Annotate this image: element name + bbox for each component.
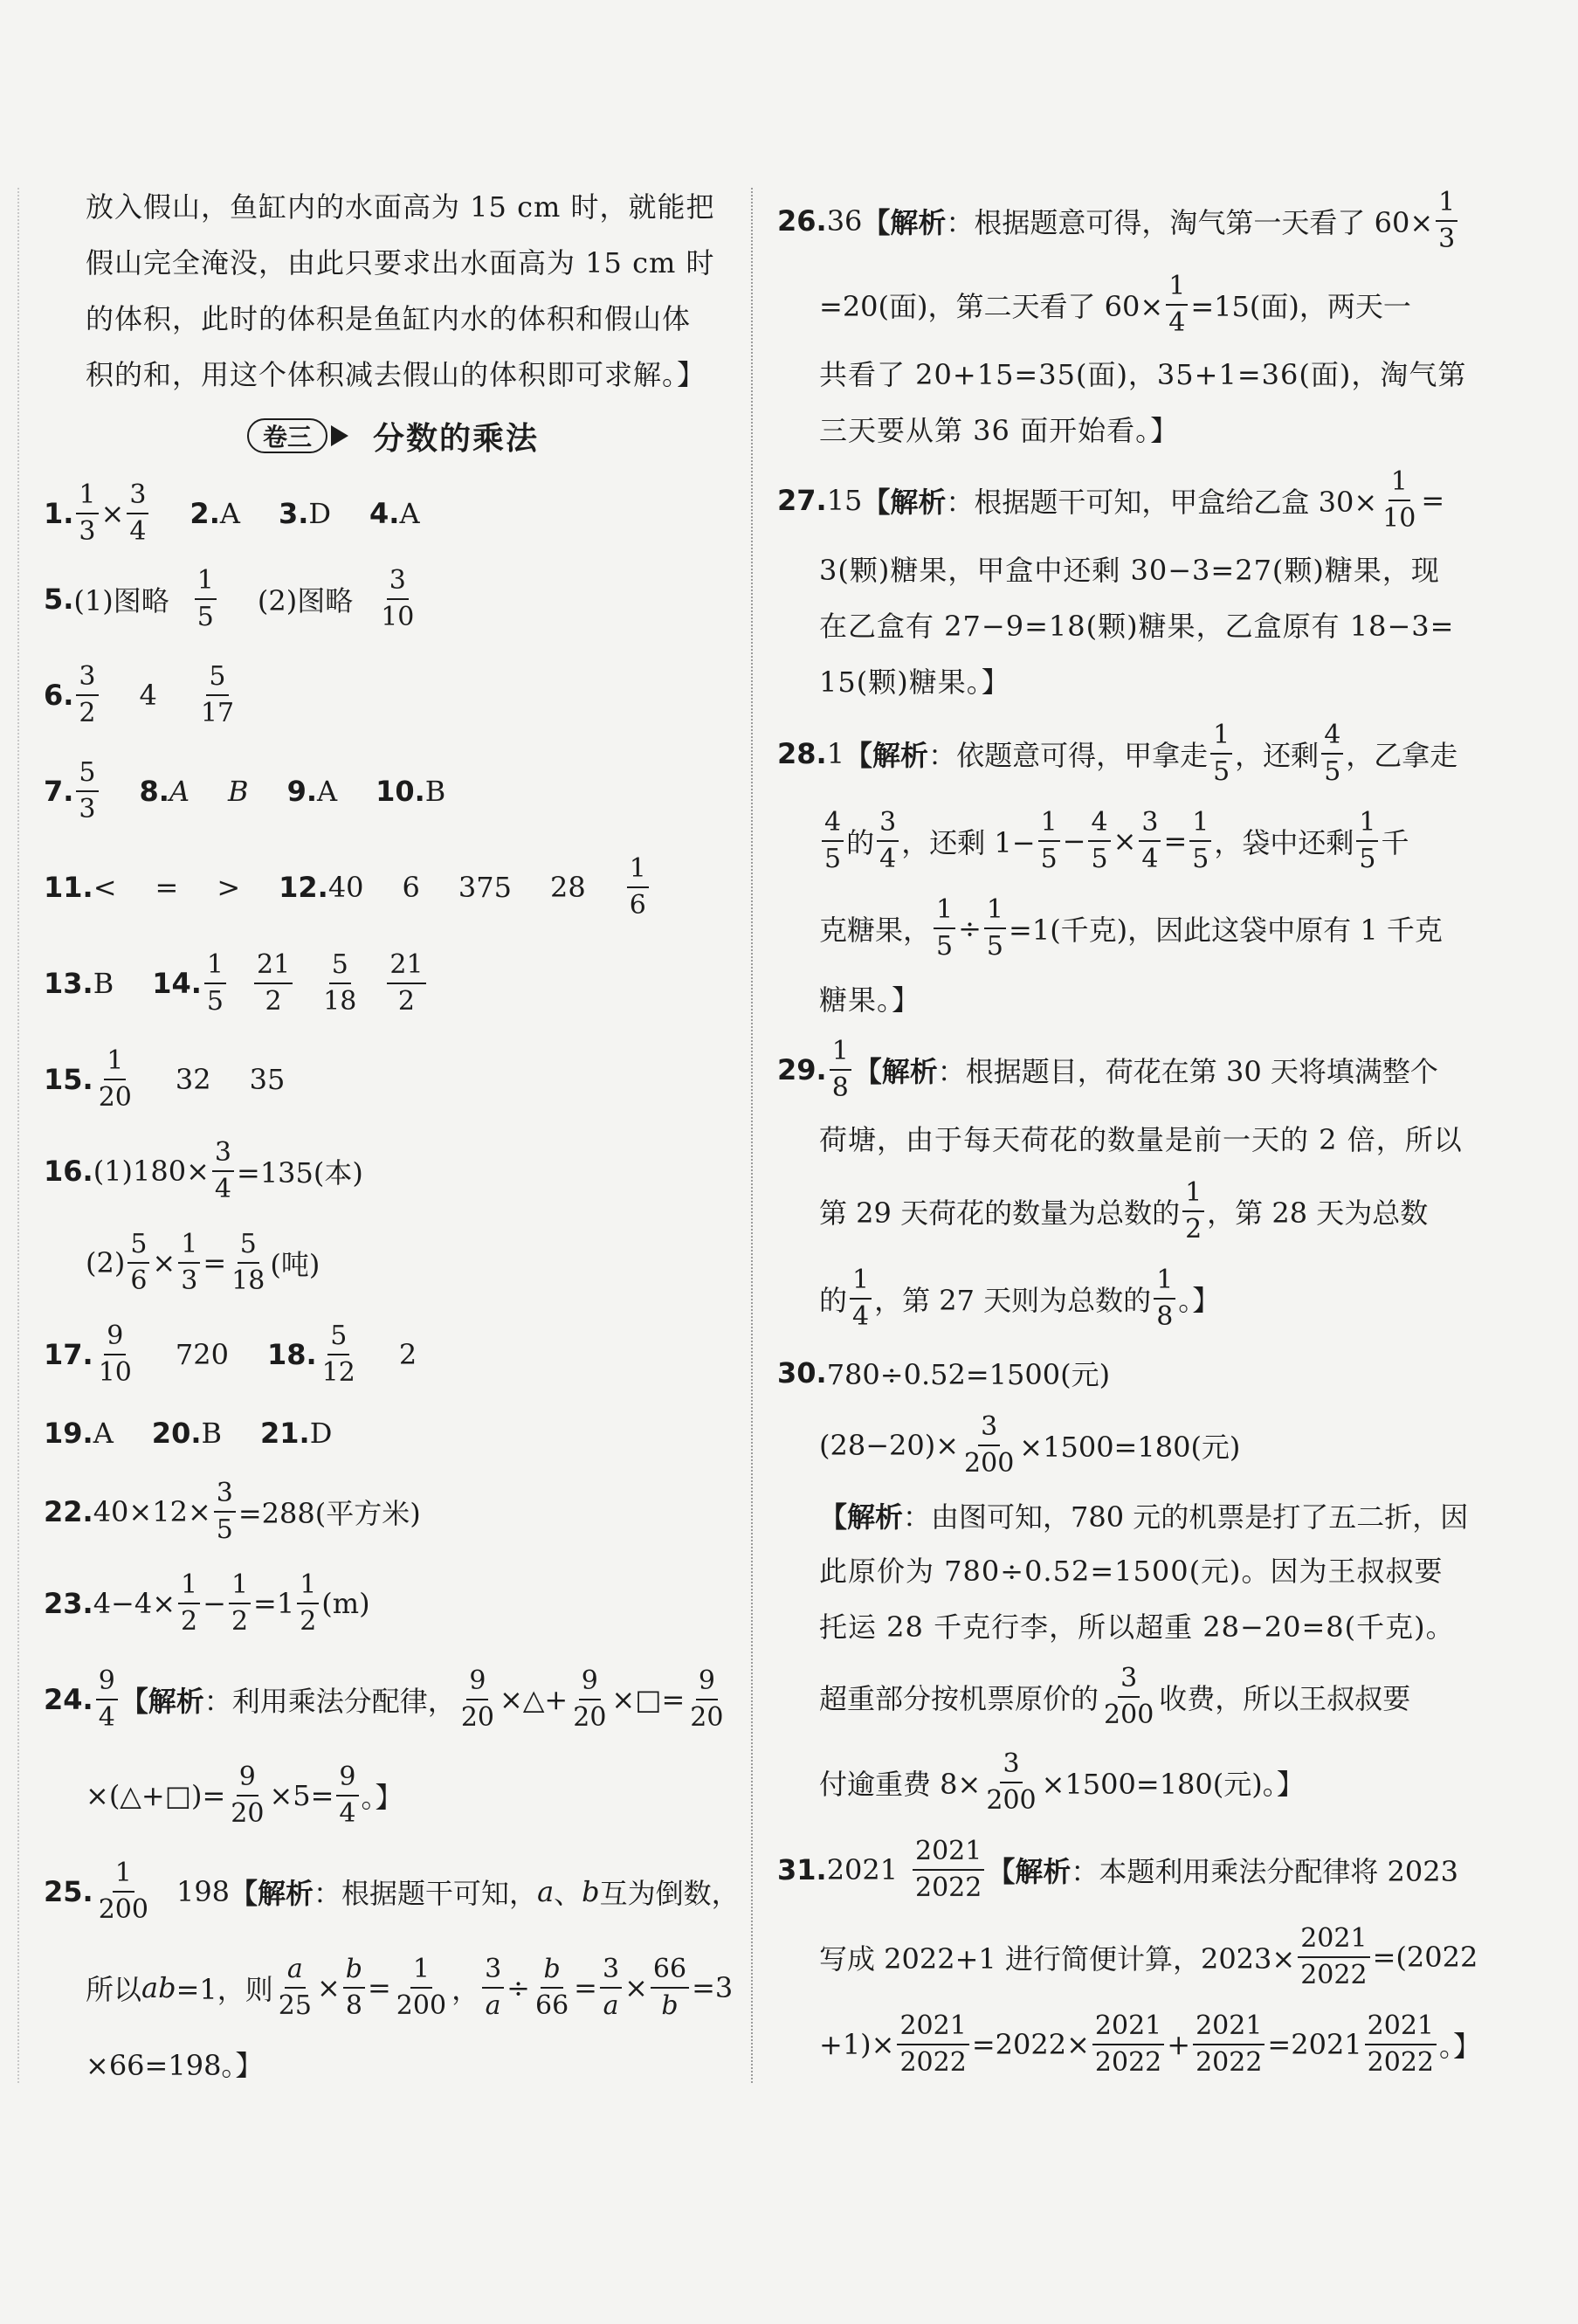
answer-row: 6. $\frac{3}{2}$ 4 $\frac{5}{17}$ (44, 647, 742, 743)
question-number: 22. (44, 1495, 93, 1528)
answer-row: 16. (1)180× $\frac{3}{4}$ =135(本) (44, 1137, 363, 1204)
answer-row: 22. 40×12× $\frac{3}{5}$ =288(平方米) (44, 1478, 421, 1545)
fraction: $\frac{3}{200}$ (964, 1411, 1015, 1479)
question-number: 26. (777, 204, 827, 238)
fraction: $\frac{1}{4}$ (1166, 271, 1188, 339)
fraction: $\frac{66}{b}$ (651, 1954, 689, 2022)
question-number: 31. (777, 1853, 827, 1886)
answer-row: (2) $\frac{5}{6}$ × $\frac{1}{3}$ = $\frac{5}{18}$ (吨) (86, 1229, 320, 1296)
answer-row: 克糖果， $\frac{1}{5}$ ÷ $\frac{1}{5}$ =1(千克)，因此这袋中原有 1 千克 (819, 894, 1443, 962)
question-number: 19. (44, 1417, 93, 1450)
fraction: $\frac{1}{5}$ (1356, 807, 1378, 875)
section-header (44, 408, 742, 464)
fraction: $\frac{2021}{2022}$ (1092, 2010, 1164, 2079)
text-line: 的体积，此时的体积是鱼缸内水的体积和假山体 (86, 302, 692, 335)
fraction: $\frac{2021}{2022}$ (1193, 2010, 1264, 2079)
analysis-label: 【解析 (862, 206, 947, 239)
answer-row: 15. $\frac{1}{20}$ 32 35 (44, 1045, 286, 1113)
analysis-label: 【解析 (844, 739, 929, 772)
fraction: $\frac{9}{10}$ (98, 1321, 132, 1388)
answer-row: 第 29 天荷花的数量为总数的 $\frac{1}{2}$ ，第 28 天为总数 (819, 1177, 1429, 1245)
fraction: $\frac{9}{4}$ (336, 1762, 358, 1830)
answer-row: ×66=198。】 (86, 2049, 264, 2082)
text-line: 糖果。】 (819, 983, 921, 1017)
fraction: $\frac{3}{a}$ (482, 1954, 504, 2022)
text-line: 3(颗)糖果，甲盒中还剩 30−3=27(颗)糖果，现 (819, 554, 1440, 587)
question-number: 24. (44, 1683, 93, 1716)
answer-row: =20(面)，第二天看了 60× $\frac{1}{4}$ =15(面)，两天一 (819, 271, 1411, 338)
question-number: 30. (777, 1356, 827, 1390)
question-number: 29. (777, 1053, 827, 1086)
fraction: $\frac{5}{18}$ (323, 949, 357, 1017)
fraction: $\frac{1}{6}$ (627, 853, 649, 921)
fraction: $\frac{2021}{2022}$ (897, 2010, 968, 2079)
fraction: $\frac{1}{3}$ (1436, 187, 1457, 255)
fraction: $\frac{1}{4}$ (850, 1265, 872, 1333)
fraction: $\frac{2021}{2022}$ (1298, 1923, 1369, 1991)
fraction: $\frac{1}{200}$ (98, 1858, 148, 1925)
text-line: 积的和，用这个体积减去假山的体积即可求解。】 (86, 358, 706, 391)
answer-row: 【解析 ：由图可知，780 元的机票是打了五二折，因 (777, 1487, 1458, 1543)
answer-row: 7. $\frac{5}{3}$ 8. A B 9. A 10. B (44, 757, 446, 824)
answer-row: 5. (1)图略 $\frac{1}{5}$ (2)图略 $\frac{3}{10}$ (44, 551, 742, 647)
answer-row: +1)× $\frac{2021}{2022}$ =2022× $\frac{2021}{2022}$ + $\frac{2021}{2022}$ =2021 $\frac{2021}{2022}$ 。】 (819, 2010, 1482, 2078)
text-line: 荷塘，由于每天荷花的数量是前一天的 2 倍，所以 (819, 1123, 1463, 1156)
fraction: $\frac{a}{25}$ (278, 1954, 312, 2021)
fraction: $\frac{5}{17}$ (200, 661, 235, 728)
analysis-label: 【解析 (853, 1055, 938, 1088)
fraction: $\frac{2021}{2022}$ (1365, 2010, 1437, 2079)
question-number: 1. (44, 497, 74, 530)
fraction: $\frac{1}{20}$ (98, 1045, 132, 1113)
answer-row: (28−20)× $\frac{3}{200}$ ×1500=180(元) (819, 1411, 1241, 1479)
fraction: $\frac{1}{2}$ (1182, 1177, 1204, 1245)
answer-row: 29. $\frac{1}{8}$ 【解析 ：根据题目，荷花在第 30 天将填满整个 (777, 1036, 1438, 1103)
right-column (777, 179, 1482, 2088)
answer-row: 所以 ab =1，则 $\frac{a}{25}$ × $\frac{b}{8}$ = $\frac{1}{200}$ ， $\frac{3}{a}$ ÷ $\frac{b}{66}$ = $\frac{3}{a}$ × $\frac{66}{b}$ =3 (86, 1954, 734, 2021)
fraction: $\frac{1}{3}$ (178, 1229, 200, 1297)
fraction: $\frac{9}{20}$ (573, 1665, 607, 1733)
fraction: $\frac{3}{a}$ (600, 1954, 622, 2022)
text-line: 托运 28 千克行李，所以超重 28−20=8(千克)。 (819, 1610, 1455, 1644)
fraction: $\frac{1}{2}$ (178, 1569, 200, 1638)
question-number: 25. (44, 1875, 93, 1908)
left-column (44, 179, 742, 2092)
analysis-label: 【解析 (230, 1877, 314, 1910)
fraction: $\frac{3}{200}$ (1104, 1663, 1154, 1730)
fraction: $\frac{1}{3}$ (76, 479, 98, 548)
fraction: $\frac{4}{5}$ (822, 807, 844, 875)
fraction: $\frac{1}{5}$ (984, 894, 1006, 962)
text-line: 15(颗)糖果。】 (819, 665, 1010, 699)
fraction: $\frac{5}{6}$ (127, 1229, 149, 1297)
fraction: $\frac{4}{5}$ (1088, 807, 1110, 875)
fraction: $\frac{2021}{2022}$ (913, 1836, 984, 1904)
fraction: $\frac{3}{4}$ (127, 479, 148, 548)
fraction: $\frac{b}{66}$ (534, 1954, 569, 2021)
answer-row: 1. $\frac{1}{3}$ × $\frac{3}{4}$ 2. A 3. D 4. A (44, 479, 420, 547)
answer-row: 26. 36 【解析 ：根据题意可得，淘气第一天看了 60× $\frac{1}{3}$ (777, 179, 1458, 263)
answer-row: 24. $\frac{9}{4}$ 【解析 ：利用乘法分配律， $\frac{9}{20}$ ×△+ $\frac{9}{20}$ ×□= $\frac{9}{20}$ (44, 1652, 742, 1748)
fraction: $\frac{3}{5}$ (214, 1478, 236, 1546)
question-number: 28. (777, 737, 827, 770)
fraction: $\frac{5}{3}$ (76, 757, 98, 825)
question-number: 6. (44, 679, 74, 712)
answer-row: 25. $\frac{1}{200}$ 198 【解析 ：根据题干可知， a 、 b 互为倒数， (44, 1858, 740, 1925)
answer-row: 的 $\frac{1}{4}$ ，第 27 天则为总数的 $\frac{1}{8}$ 。】 (819, 1265, 1221, 1332)
text-line: 三天要从第 36 面开始看。】 (819, 414, 1180, 447)
text-line: 在乙盒有 27−9=18(颗)糖果，乙盒原有 18−3= (819, 610, 1455, 643)
answer-row: 11. < = > 12. 40 6 375 28 $\frac{1}{6}$ (44, 839, 742, 935)
fraction: $\frac{b}{8}$ (343, 1954, 365, 2022)
margin-rule (17, 188, 19, 2083)
analysis-label: 【解析 (819, 1500, 904, 1534)
question-number: 23. (44, 1587, 93, 1620)
text-line: 此原价为 780÷0.52=1500(元)。因为王叔叔要 (819, 1555, 1444, 1588)
fraction: $\frac{1}{8}$ (830, 1036, 851, 1104)
fraction: $\frac{3}{4}$ (877, 807, 899, 875)
fraction: $\frac{4}{5}$ (1321, 720, 1343, 788)
fraction: $\frac{5}{18}$ (231, 1229, 265, 1296)
answer-row: 17. $\frac{9}{10}$ 720 18. $\frac{5}{12}$ 2 (44, 1321, 417, 1388)
fraction: $\frac{9}{4}$ (96, 1665, 118, 1734)
fraction: $\frac{1}{5}$ (1210, 720, 1232, 788)
fraction: $\frac{1}{5}$ (934, 894, 955, 962)
text-line: 假山完全淹没，由此只要求出水面高为 15 cm 时 (86, 246, 715, 279)
answer-row: 23. 4−4× $\frac{1}{2}$ − $\frac{1}{2}$ =1 $\frac{1}{2}$ (m) (44, 1569, 370, 1637)
answer-row: ×(△+□)= $\frac{9}{20}$ ×5= $\frac{9}{4}$ 。】 (86, 1762, 403, 1829)
triangle-arrow-icon (331, 425, 348, 446)
analysis-label: 【解析 (120, 1685, 204, 1718)
answer-row: 付逾重费 8× $\frac{3}{200}$ ×1500=180(元)。】 (819, 1748, 1305, 1816)
answer-row: 27. 15 【解析 ：根据题干可知，甲盒给乙盒 30× $\frac{1}{10}$ = (777, 466, 1445, 534)
answer-row: $\frac{4}{5}$ 的 $\frac{3}{4}$ ，还剩 1− $\frac{1}{5}$ − $\frac{4}{5}$ × $\frac{3}{4}$ = $\frac{1}{5}$ ，袋中还剩 $\frac{1}{5}$ 千 (777, 797, 1458, 885)
question-number: 16. (44, 1155, 93, 1188)
question-number: 17. (44, 1338, 93, 1371)
fraction: $\frac{1}{2}$ (297, 1569, 319, 1638)
question-number: 7. (44, 775, 74, 808)
answer-row: 超重部分按机票原价的 $\frac{3}{200}$ 收费，所以王叔叔要 (819, 1663, 1411, 1730)
fraction: $\frac{1}{5}$ (1189, 807, 1211, 875)
fraction: $\frac{1}{5}$ (195, 565, 217, 633)
text-line: 共看了 20+15=35(面)，35+1=36(面)，淘气第 (819, 358, 1467, 391)
fraction: $\frac{1}{8}$ (1154, 1265, 1175, 1333)
answer-row: 28. 1 【解析 ：依题意可得，甲拿走 $\frac{1}{5}$ ，还剩 $\frac{4}{5}$ ，乙拿走 (777, 720, 1458, 787)
question-number: 15. (44, 1063, 93, 1096)
fraction: $\frac{3}{200}$ (986, 1748, 1037, 1816)
fraction: $\frac{3}{4}$ (212, 1137, 234, 1205)
fraction: $\frac{1}{2}$ (229, 1569, 251, 1638)
question-number: 11. (44, 871, 93, 904)
fraction: $\frac{9}{20}$ (460, 1665, 494, 1733)
question-number: 27. (777, 484, 827, 517)
fraction: $\frac{1}{5}$ (204, 949, 226, 1017)
answer-row: 13. B 14. $\frac{1}{5}$ $\frac{21}{2}$ $\frac{5}{18}$ $\frac{21}{2}$ (44, 935, 742, 1031)
fraction: $\frac{5}{12}$ (321, 1321, 355, 1388)
answer-row: 30. 780÷0.52=1500(元) (777, 1356, 1111, 1391)
fraction: $\frac{3}{4}$ (1139, 807, 1161, 875)
fraction: $\frac{3}{10}$ (381, 565, 415, 632)
analysis-label: 【解析 (862, 486, 947, 519)
column-divider (751, 188, 753, 2083)
fraction: $\frac{9}{20}$ (690, 1665, 724, 1733)
fraction: $\frac{9}{20}$ (231, 1762, 265, 1829)
question-number: 13. (44, 967, 93, 1000)
fraction: $\frac{1}{10}$ (1382, 466, 1416, 534)
fraction: $\frac{3}{2}$ (76, 661, 98, 729)
fraction: $\frac{21}{2}$ (254, 949, 293, 1017)
fraction: $\frac{21}{2}$ (387, 949, 425, 1017)
section-badge: 卷三 (247, 418, 327, 453)
answer-row: 写成 2022+1 进行简便计算，2023× $\frac{2021}{2022}$ =(2022 (819, 1923, 1478, 1990)
section-title: 分数的乘法 (373, 420, 540, 457)
fraction: $\frac{1}{200}$ (396, 1954, 447, 2021)
analysis-label: 【解析 (987, 1855, 1072, 1888)
text-line: 放入假山，鱼缸内的水面高为 15 cm 时，就能把 (86, 190, 715, 224)
fraction: $\frac{1}{5}$ (1038, 807, 1060, 875)
question-number: 5. (44, 583, 74, 616)
answer-row: 31. 2021 $\frac{2021}{2022}$ 【解析 ：本题利用乘法分配律将 2023 (777, 1836, 1458, 1903)
answer-row: 19. A 20. B 21. D (44, 1417, 333, 1450)
